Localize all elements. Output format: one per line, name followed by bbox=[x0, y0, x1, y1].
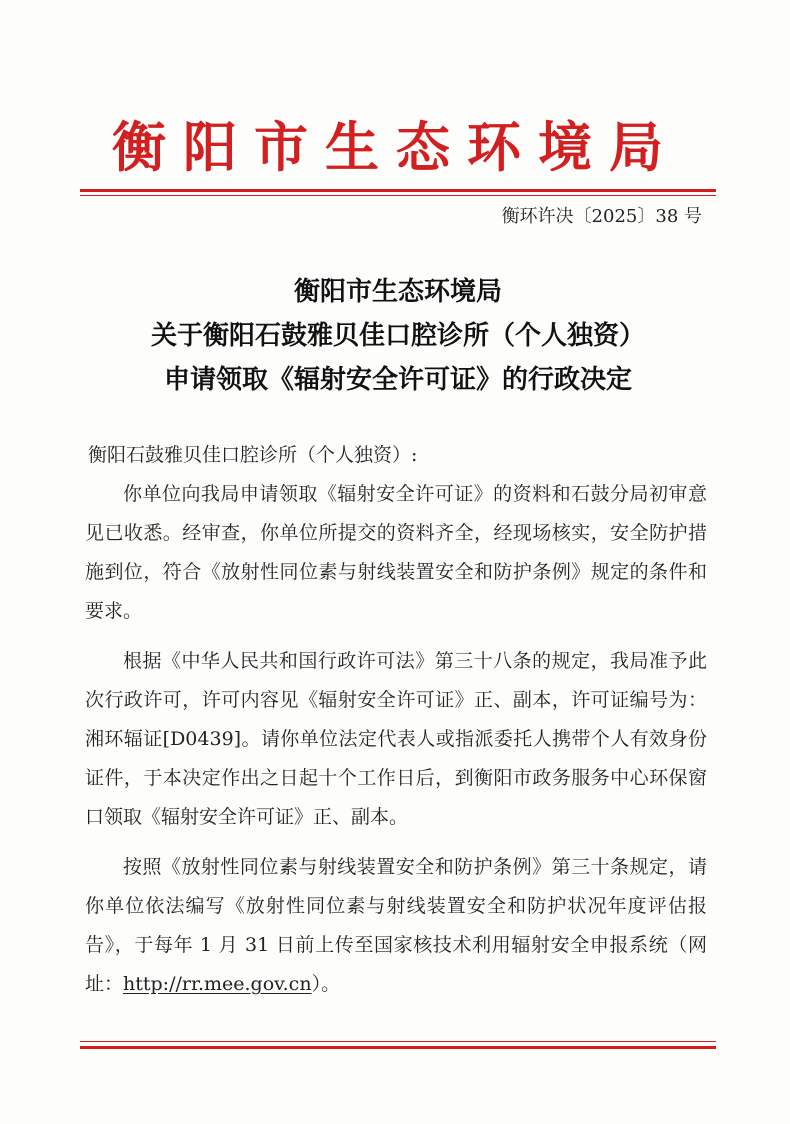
paragraph-3 bbox=[85, 848, 707, 1004]
title-line-3: 申请领取《辐射安全许可证》的行政决定 bbox=[163, 365, 632, 395]
paragraph-3-text: 按照《放射性同位素与射线装置安全和防护条例》第三十条规定，请你单位依法编写《放射性同位素与射线装置安全和防护状况年度评估报告》，于每年 1 月 31 日前上传至国家核技术利用辐射安全申报系统（网址： bbox=[85, 856, 707, 995]
title-line-2: 关于衡阳石鼓雅贝佳口腔诊所（个人独资） bbox=[150, 321, 645, 351]
letterhead-rule-thin bbox=[80, 195, 716, 196]
website-link[interactable]: http://rr.mee.gov.cn bbox=[123, 973, 312, 995]
footer-rule-thick bbox=[80, 1046, 716, 1049]
title-line-1: 衡阳市生态环境局 bbox=[293, 277, 502, 307]
document-number: 衡环许决〔2025〕38 号 bbox=[501, 206, 702, 227]
document-body bbox=[85, 436, 707, 1004]
paragraph-1: 你单位向我局申请领取《辐射安全许可证》的资料和石鼓分局初审意见已收悉。经审查，你单位所提交的资料齐全，经现场核实，安全防护措施到位，符合《放射性同位素与射线装置安全和防护条例》规定的条件和要求。 bbox=[85, 483, 707, 622]
addressee: 衡阳石鼓雅贝佳口腔诊所（个人独资）: bbox=[88, 444, 418, 466]
document-title bbox=[80, 270, 716, 402]
agency-letterhead: 衡阳市生态环境局 bbox=[112, 115, 680, 179]
paragraph-3-end: ）。 bbox=[311, 973, 341, 995]
paragraph-2: 根据《中华人民共和国行政许可法》第三十八条的规定，我局准予此次行政许可，许可内容见《辐射安全许可证》正、副本，许可证编号为：湘环辐证[D0439]。请你单位法定代表人或指派委托人携带个人有效身份证件，于本决定作出之日起十个工作日后，到衡阳市政务服务中心环保窗口领取《辐射安全许可证》正、副本。 bbox=[85, 650, 707, 828]
footer-rule-thin bbox=[80, 1041, 716, 1042]
letterhead-rule-thick bbox=[80, 189, 716, 192]
